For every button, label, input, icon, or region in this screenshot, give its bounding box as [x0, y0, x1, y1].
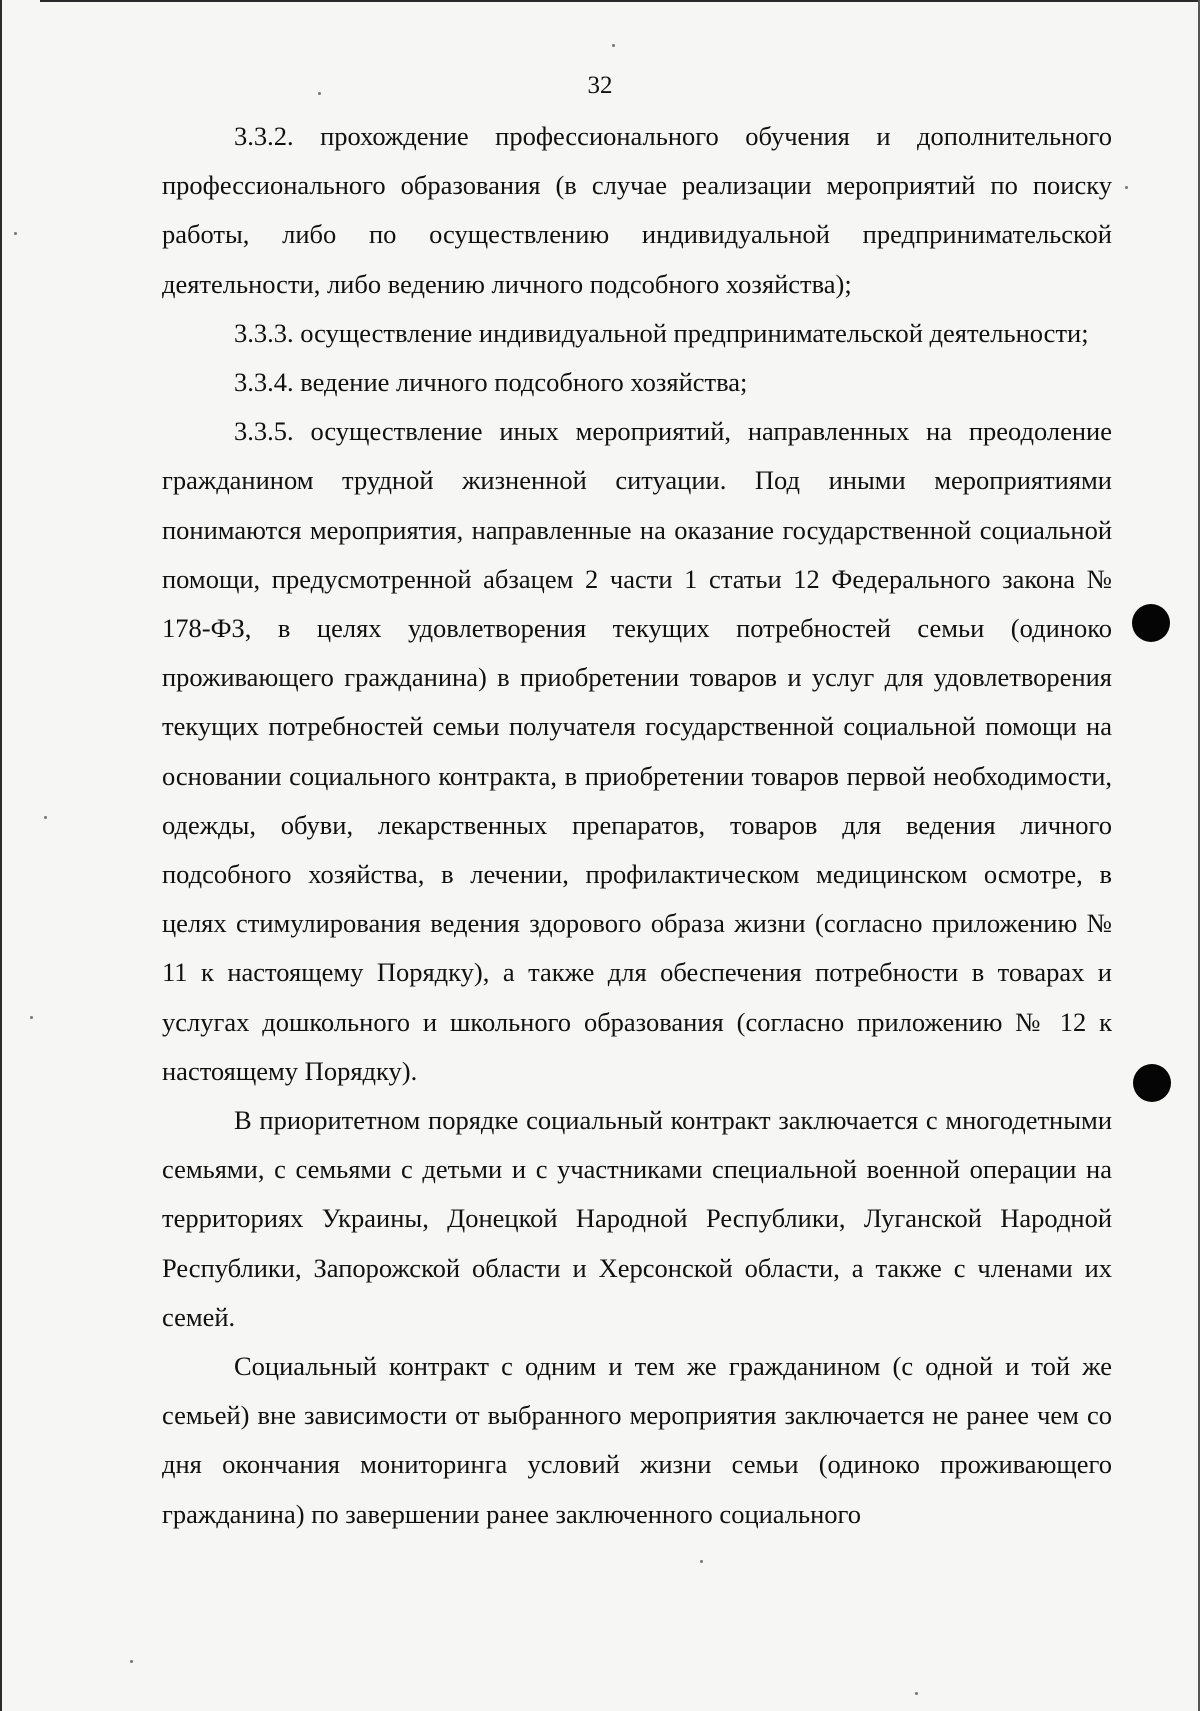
scan-speck: [30, 1016, 33, 1019]
scan-speck: [44, 816, 47, 819]
scan-edge-top: [40, 0, 1200, 2]
scan-speck: [612, 44, 615, 47]
scan-speck: [14, 232, 17, 235]
paragraph-priority: В приоритетном порядке социальный контракт заключается с многодетными семьями, с семьями с детьми и с участниками специальной военной операции на территориях Украины, Донецкой Народной Республики, Луганской Народной Республики, Запорожской области и Херсонской области, а также с членами их семей.: [162, 1105, 1112, 1332]
scan-speck: [915, 1692, 918, 1695]
page-number: 32: [587, 72, 613, 99]
document-body: [162, 112, 1112, 1539]
scan-edge-left: [0, 0, 2, 1711]
paragraph-3-3-5: 3.3.5. осуществление иных мероприятий, направленных на преодоление гражданином трудной жизненной ситуации. Под иными мероприятиями понимаются мероприятия, направленные на оказание государственной социальной помощи, предусмотренной абзацем 2 части 1 статьи 12 Федерального закона № 178-ФЗ, в целях удовлетворения текущих потребностей семьи (одиноко проживающего гражданина) в приобретении товаров и услуг для удовлетворения текущих потребностей семьи получателя государственной социальной помощи на основании социального контракта, в приобретении товаров первой необходимости, одежды, обуви, лекарственных препаратов, товаров для ведения личного подсобного хозяйства, в лечении, профилактическом медицинском осмотре, в целях стимулирования ведения здорового образа жизни (согласно приложению № 11 к настоящему Порядку), а также для обеспечения потребности в товарах и услугах дошкольного и школьного образования (согласно приложению № 12 к настоящему Порядку).: [162, 416, 1112, 1086]
scan-speck: [318, 92, 321, 95]
scan-speck: [130, 1660, 133, 1663]
paragraph-3-3-4: 3.3.4. ведение личного подсобного хозяйства;: [234, 367, 748, 398]
scan-speck: [1125, 186, 1128, 189]
paragraph-3-3-3: 3.3.3. осуществление индивидуальной предпринимательской деятельности;: [234, 317, 1089, 348]
paragraph-3-3-2: 3.3.2. прохождение профессионального обучения и дополнительного профессионального образования (в случае реализации мероприятий по поиску работы, либо по осуществлению индивидуальной предпринимательской деятельности, либо ведению личного подсобного хозяйства);: [162, 121, 1112, 299]
punch-hole-upper: [1132, 604, 1170, 642]
scan-speck: [700, 1560, 703, 1563]
punch-hole-lower: [1133, 1064, 1171, 1102]
paragraph-repeat-contract: Социальный контракт с одним и тем же гражданином (с одной и той же семьей) вне зависимости от выбранного мероприятия заключается не ранее чем со дня окончания мониторинга условий жизни семьи (одиноко проживающего гражданина) по завершении ранее заключенного социального: [162, 1351, 1112, 1529]
